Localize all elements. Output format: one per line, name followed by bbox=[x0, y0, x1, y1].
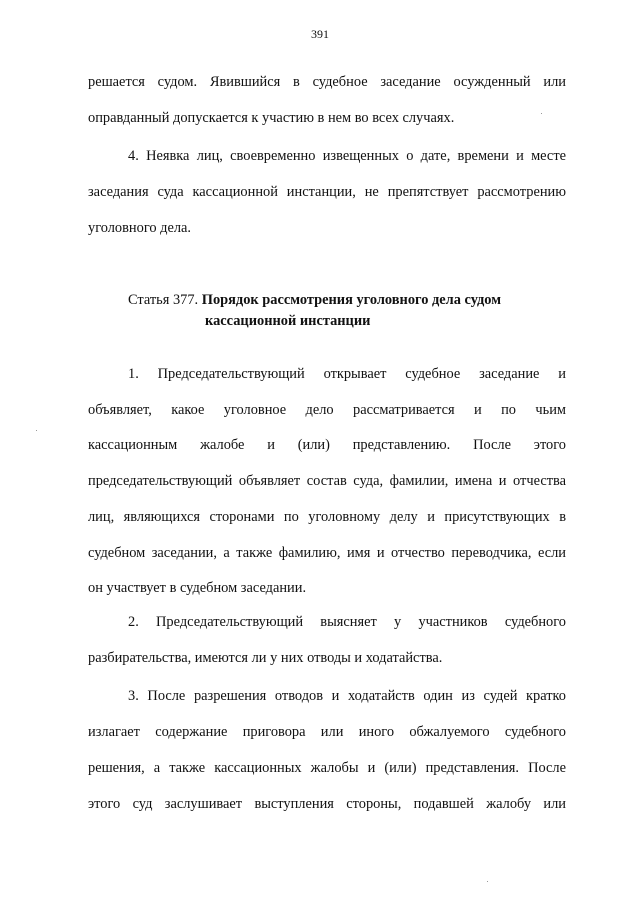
text-line: 2. Председательствующий выясняет у участников судебного bbox=[128, 614, 566, 630]
scan-speck bbox=[541, 113, 542, 114]
text-line: кассационным жалобе и (или) представлению. После этого bbox=[88, 437, 566, 453]
text-line: разбирательства, имеются ли у них отводы и ходатайства. bbox=[88, 650, 443, 666]
page-number: 391 bbox=[311, 27, 329, 41]
text-line: оправданный допускается к участию в нем во всех случаях. bbox=[88, 110, 455, 126]
text-line: решается судом. Явившийся в судебное заседание осужденный или bbox=[88, 74, 566, 90]
article-heading-line1 bbox=[128, 290, 501, 310]
text-line: председательствующий объявляет состав суда, фамилии, имена и отчества bbox=[88, 473, 566, 489]
text-line: 1. Председательствующий открывает судебное заседание и bbox=[128, 366, 566, 382]
article-title-line2: кассационной инстанции bbox=[205, 313, 371, 329]
text-line: излагает содержание приговора или иного обжалуемого судебного bbox=[88, 724, 566, 740]
text-line: объявляет, какое уголовное дело рассматривается и по чьим bbox=[88, 402, 566, 418]
text-line: лиц, являющихся сторонами по уголовному делу и присутствующих в bbox=[88, 509, 566, 525]
text-line: 4. Неявка лиц, своевременно извещенных о дате, времени и месте bbox=[128, 148, 566, 164]
scan-speck bbox=[36, 430, 37, 431]
text-line: решения, а также кассационных жалобы и (или) представления. После bbox=[88, 760, 566, 776]
text-line: уголовного дела. bbox=[88, 220, 192, 236]
text-line: этого суд заслушивает выступления стороны, подавшей жалобу или bbox=[88, 796, 566, 812]
scan-speck bbox=[487, 881, 488, 882]
text-line: 3. После разрешения отводов и ходатайств один из судей кратко bbox=[128, 688, 566, 704]
text-line: заседания суда кассационной инстанции, не препятствует рассмотрению bbox=[88, 184, 566, 200]
article-label: Статья 377. bbox=[128, 292, 199, 308]
text-line: он участвует в судебном заседании. bbox=[88, 580, 307, 596]
text-line: судебном заседании, а также фамилию, имя и отчество переводчика, если bbox=[88, 545, 566, 561]
article-title-line1: Порядок рассмотрения уголовного дела судом bbox=[201, 292, 502, 308]
